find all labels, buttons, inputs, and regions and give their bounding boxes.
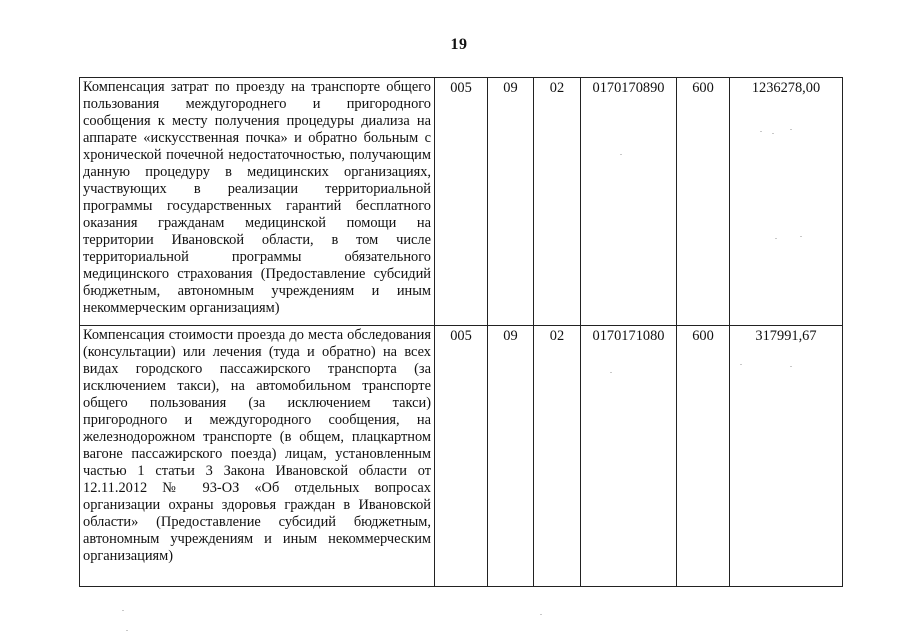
row-description: Компенсация стоимости проезда до места обследования (консультации) или лечения (туда и обратно) на всех видах городского пассажирского транспорта (за исключением такси), на автомобильном транспорте общего пользования (за исключением такси) пригородного и междугородного сообщения, на железнодорожном транспорте (в общем, плацкартном вагоне пассажирского поезда) лицам, установленным частью 1 статьи 3 Закона Ивановской области от 12.11.2012 № 93-ОЗ «Об отдельных вопросах организации охраны здоровья граждан в Ивановской области» (Предоставление субсидий бюджетным, автономным учреждениям и иным некоммерческим организациям) — [80, 326, 435, 587]
table-row — [80, 326, 843, 587]
scan-speck — [620, 154, 622, 155]
scan-speck — [800, 236, 802, 237]
scan-speck — [126, 630, 128, 631]
table-row — [80, 78, 843, 326]
page-number: 19 — [450, 36, 468, 53]
scan-speck — [540, 614, 542, 615]
subsection-cell: 02 — [534, 78, 581, 326]
ministry-code-cell: 005 — [435, 326, 488, 587]
scan-speck — [790, 366, 792, 367]
scan-speck — [790, 129, 792, 130]
section-cell: 09 — [488, 78, 534, 326]
subsection-cell: 02 — [534, 326, 581, 587]
budget-table — [79, 77, 843, 587]
scan-speck — [122, 610, 124, 611]
ministry-code-cell: 005 — [435, 78, 488, 326]
expense-type-cell: 600 — [677, 78, 730, 326]
scan-speck — [740, 364, 742, 365]
scan-speck — [610, 372, 612, 373]
target-article-cell: 0170171080 — [581, 326, 677, 587]
amount-cell: 317991,67 — [730, 326, 843, 587]
scan-speck — [772, 133, 774, 134]
amount-cell: 1236278,00 — [730, 78, 843, 326]
row-description: Компенсация затрат по проезду на транспорте общего пользования междугороднего и пригородного сообщения к месту получения процедуры диализа на аппарате «искусственная почка» и обратно больным с хронической почечной недостаточностью, получающим данную процедуру в медицинских организациях, участвующих в реализации территориальной программы государственных гарантий бесплатного оказания гражданам медицинской помощи на территории Ивановской области, в том числе территориальной программы обязательного медицинского страхования (Предоставление субсидий бюджетным, автономным учреждениям и иным некоммерческим организациям) — [80, 78, 435, 326]
target-article-cell: 0170170890 — [581, 78, 677, 326]
section-cell: 09 — [488, 326, 534, 587]
expense-type-cell: 600 — [677, 326, 730, 587]
scan-speck — [760, 131, 762, 132]
scan-speck — [775, 238, 777, 239]
